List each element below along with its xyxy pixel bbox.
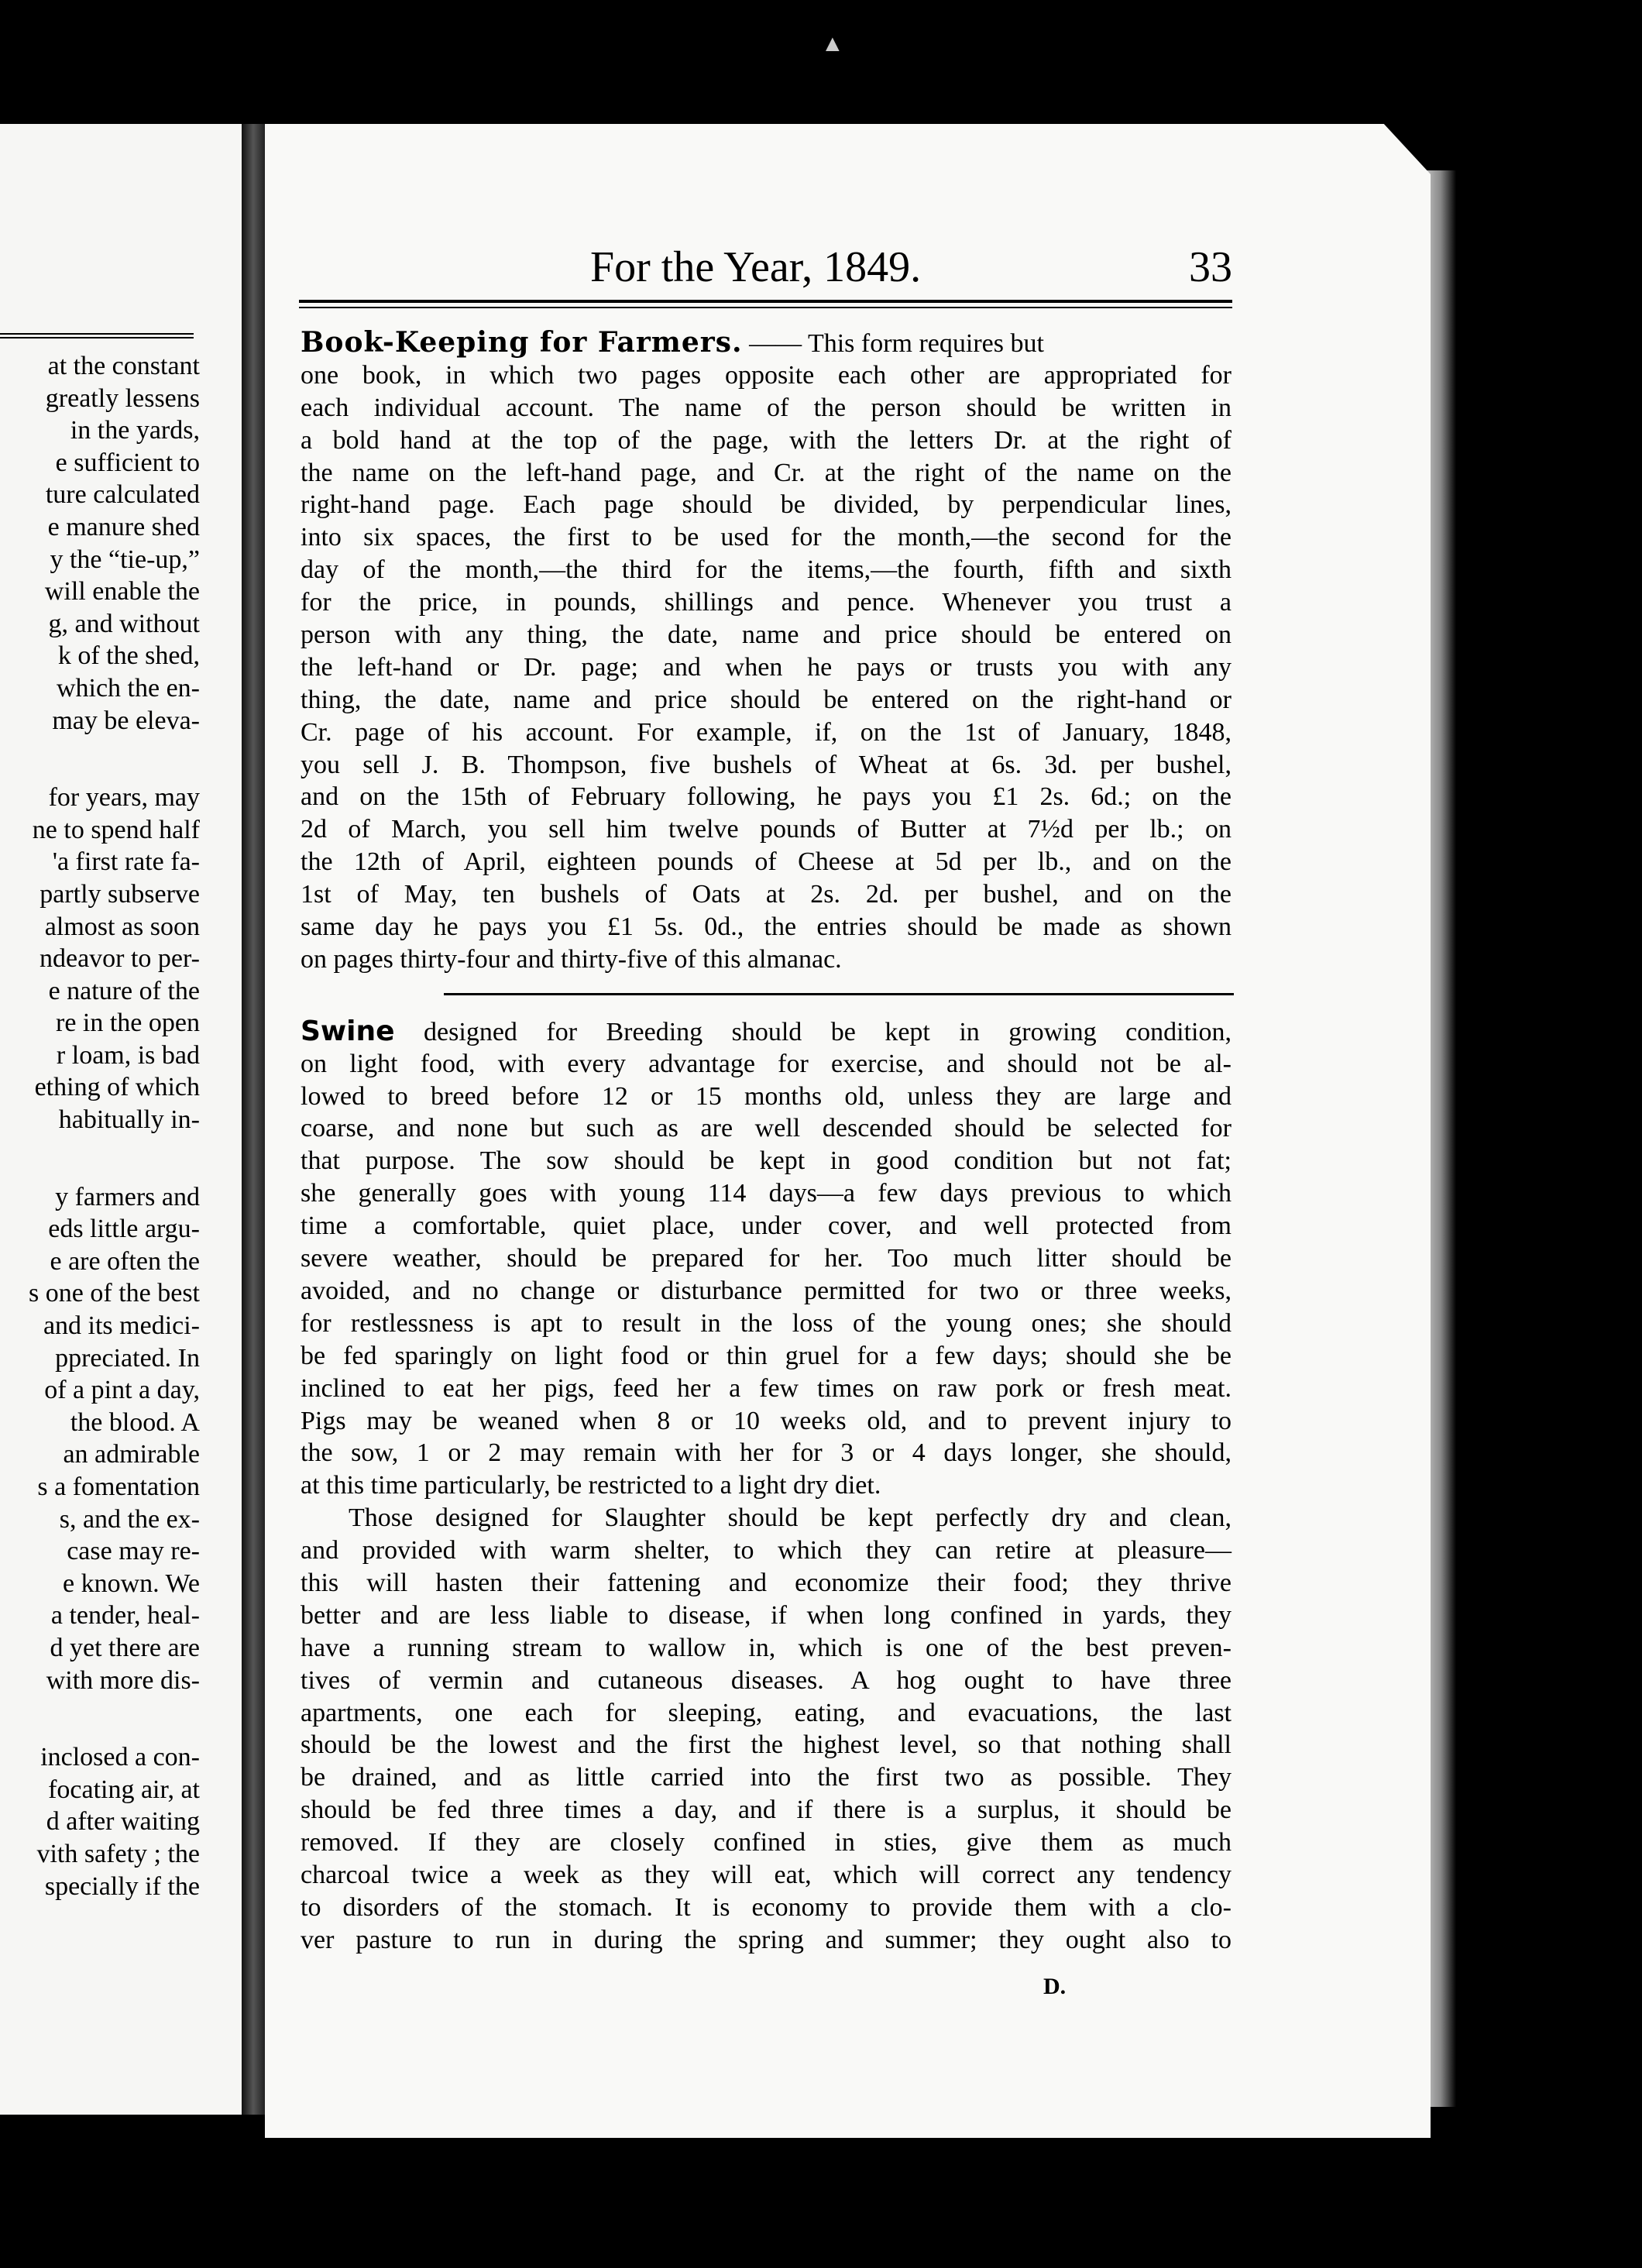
bookkeeping-line — [301, 846, 1232, 878]
left-page-gap — [0, 737, 200, 782]
bookkeeping-line-text: the left-hand or Dr. page; and when he pays or trusts you with any — [301, 652, 1232, 682]
swine-line-text: and provided with warm shelter, to which they can retire at pleasure— — [301, 1536, 1232, 1565]
bookkeeping-line-text: the 12th of April, eighteen pounds of Cheese at 5d per lb., and on the — [301, 847, 1232, 877]
bookkeeping-line-text: —— This form requires but — [749, 329, 1044, 358]
swine-line-text: coarse, and none but such as are well descended should be selected for — [301, 1114, 1232, 1143]
swine-line-text: better and are less liable to disease, if when long confined in yards, they — [301, 1600, 1232, 1630]
swine-section — [301, 1015, 1232, 1957]
bookkeeping-line-text: right-hand page. Each page should be divided, by perpendicular lines, — [301, 490, 1232, 520]
bookkeeping-line — [301, 554, 1232, 586]
page-number: 33 — [1189, 243, 1232, 291]
left-page-line: eds little argu- — [48, 1215, 200, 1244]
swine-line-text: the sow, 1 or 2 may remain with her for 3 or 4 days longer, she should, — [301, 1438, 1232, 1468]
swine-line — [301, 1308, 1232, 1340]
left-page-line: k of the shed, — [57, 641, 200, 671]
bookkeeping-line — [301, 521, 1232, 554]
bookkeeping-line — [301, 586, 1232, 619]
left-page-line: and its medici- — [43, 1311, 200, 1341]
left-page-line: ndeavor to per- — [39, 944, 200, 974]
bookkeeping-line — [301, 327, 1232, 359]
swine-line-text: for restlessness is apt to result in the loss of the young ones; she should — [301, 1308, 1232, 1338]
swine-line-text: have a running stream to wallow in, which is one of the best preven- — [301, 1633, 1232, 1662]
swine-heading: Swine — [301, 1015, 395, 1047]
bookkeeping-line-text: same day he pays you £1 5s. 0d., the entries should be made as shown — [301, 912, 1232, 942]
left-page-line: which the en- — [56, 673, 200, 703]
bookkeeping-line — [301, 716, 1232, 749]
left-page-line: e sufficient to — [55, 448, 200, 477]
bookkeeping-line — [301, 943, 1232, 976]
left-page-line: will enable the — [44, 577, 200, 607]
swine-line-text: inclined to eat her pigs, feed her a few times on raw pork or fresh meat. — [301, 1373, 1232, 1403]
swine-line — [301, 1600, 1232, 1632]
left-page-line: for years, may — [48, 783, 200, 813]
bookkeeping-line-text: thing, the date, name and price should be entered on the right-hand or — [301, 685, 1232, 714]
left-page-line: vith safety ; the — [36, 1839, 200, 1868]
swine-line — [301, 1502, 1232, 1534]
swine-line — [301, 1697, 1232, 1730]
swine-line-text: be fed sparingly on light food or thin gruel for a few days; should she be — [301, 1341, 1232, 1370]
swine-line-text: at this time particularly, be restricted to a light dry diet. — [301, 1471, 881, 1500]
swine-line-text: she generally goes with young 114 days—a few days previous to which — [301, 1179, 1232, 1208]
bookkeeping-line — [301, 424, 1232, 457]
swine-line — [301, 1145, 1232, 1177]
swine-line — [301, 1275, 1232, 1308]
left-page-line: focating air, at — [48, 1775, 200, 1804]
left-page-line: e known. We — [63, 1569, 200, 1598]
bookkeeping-line — [301, 878, 1232, 911]
left-page-line: y the “tie-up,” — [50, 545, 200, 574]
swine-line — [301, 1924, 1232, 1957]
bookkeeping-line-text: for the price, in pounds, shillings and pence. Whenever you trust a — [301, 588, 1232, 617]
left-page-line: s a fomentation — [37, 1472, 200, 1501]
left-page-text-column — [0, 350, 200, 1902]
bookkeeping-line-text: a bold hand at the top of the page, with the letters Dr. at the right of — [301, 425, 1232, 455]
swine-line-text: designed for Breeding should be kept in growing condition, — [394, 1017, 1232, 1046]
swine-line — [301, 1112, 1232, 1145]
swine-line — [301, 1048, 1232, 1081]
swine-line — [301, 1210, 1232, 1242]
left-page-line: an admirable — [63, 1440, 200, 1469]
swine-line-text: on light food, with every advantage for exercise, and should not be al- — [301, 1049, 1232, 1078]
swine-line-text: should be fed three times a day, and if there is a surplus, it should be — [301, 1796, 1232, 1825]
left-page-line: greatly lessens — [45, 383, 200, 413]
bookkeeping-line — [301, 813, 1232, 846]
left-page-line: at the constant — [47, 352, 200, 380]
left-page-line: d after waiting — [46, 1807, 200, 1837]
left-page-line: e nature of the — [48, 976, 200, 1005]
left-page-line: specially if the — [44, 1871, 200, 1901]
header-rule — [299, 300, 1232, 303]
swine-line — [301, 1632, 1232, 1665]
swine-line — [301, 1469, 1232, 1502]
left-page-line: e are often the — [50, 1246, 200, 1276]
swine-line-text: time a comfortable, quiet place, under cover, and well protected from — [301, 1211, 1232, 1241]
left-page-gap — [0, 1136, 200, 1181]
bookkeeping-line-text: one book, in which two pages opposite each other are appropriated for — [301, 360, 1232, 390]
left-page-line: e manure shed — [47, 512, 200, 541]
swine-line — [301, 1015, 1232, 1048]
bookkeeping-line — [301, 619, 1232, 651]
bookkeeping-line-text: day of the month,—the third for the items,—the fourth, fifth and sixth — [301, 555, 1232, 585]
bookkeeping-line — [301, 489, 1232, 521]
swine-line — [301, 1729, 1232, 1761]
left-page-line: ture calculated — [45, 480, 200, 510]
bookkeeping-line — [301, 749, 1232, 782]
left-page-line: may be eleva- — [52, 706, 200, 735]
left-page-line: almost as soon — [44, 912, 200, 941]
bookkeeping-line-text: into six spaces, the first to be used for the month,—the second for the — [301, 523, 1232, 552]
left-page-line: s, and the ex- — [59, 1504, 200, 1534]
swine-line — [301, 1567, 1232, 1600]
left-page-rule — [0, 333, 194, 338]
page-header-title: For the Year, 1849. — [590, 243, 922, 291]
swine-line — [301, 1665, 1232, 1697]
swine-line — [301, 1340, 1232, 1373]
swine-line — [301, 1081, 1232, 1113]
bookkeeping-line-text: and on the 15th of February following, he pays you £1 2s. 6d.; on the — [301, 782, 1232, 812]
article-body — [301, 327, 1232, 1957]
bookkeeping-line — [301, 457, 1232, 490]
left-page-line: in the yards, — [70, 416, 200, 445]
swine-line — [301, 1405, 1232, 1438]
swine-line-text: apartments, one each for sleeping, eating, and evacuations, the last — [301, 1698, 1232, 1727]
swine-line-text: removed. If they are closely confined in sties, give them as much — [301, 1828, 1232, 1857]
left-page-line: case may re- — [67, 1537, 200, 1566]
left-page-line: of a pint a day, — [44, 1376, 200, 1405]
bookkeeping-section — [301, 327, 1232, 976]
running-header — [299, 242, 1232, 297]
left-page-line: inclosed a con- — [40, 1743, 200, 1772]
bookkeeping-line — [301, 781, 1232, 813]
swine-line — [301, 1177, 1232, 1210]
bookkeeping-line-text: 1st of May, ten bushels of Oats at 2s. 2d. per bushel, and on the — [301, 880, 1232, 909]
swine-line-text: tives of vermin and cutaneous diseases. A hog ought to have three — [301, 1665, 1232, 1695]
swine-line-text: lowed to breed before 12 or 15 months old, unless they are large and — [301, 1081, 1232, 1111]
signature-letter: D. — [1043, 1974, 1067, 1999]
bookkeeping-heading: Book-Keeping for Farmers. — [301, 326, 743, 359]
swine-line-text: this will hasten their fattening and economize their food; they thrive — [301, 1568, 1232, 1597]
page-top-mark: ▲ — [821, 31, 844, 57]
swine-line — [301, 1242, 1232, 1275]
swine-line-text: should be the lowest and the first the highest level, so that nothing shall — [301, 1730, 1232, 1760]
left-page-line: r loam, is bad — [56, 1040, 200, 1070]
left-page-line: ething of which — [34, 1073, 200, 1102]
left-page-line: s one of the best — [29, 1279, 200, 1308]
bookkeeping-line-text: you sell J. B. Thompson, five bushels of Wheat at 6s. 3d. per bushel, — [301, 750, 1232, 779]
book-spine — [242, 124, 265, 2115]
swine-line — [301, 1892, 1232, 1924]
left-facing-page — [0, 124, 245, 2115]
swine-line-text: that purpose. The sow should be kept in good condition but not fat; — [301, 1146, 1232, 1176]
swine-line — [301, 1761, 1232, 1794]
left-page-line: d yet there are — [50, 1633, 200, 1662]
left-page-line: g, and without — [48, 609, 200, 638]
bookkeeping-line-text: person with any thing, the date, name and price should be entered on — [301, 620, 1232, 650]
left-page-line: habitually in- — [58, 1105, 200, 1135]
bookkeeping-line-text: the name on the left-hand page, and Cr. at the right of the name on the — [301, 458, 1232, 487]
swine-line-text: be drained, and as little carried into the first two as possible. They — [301, 1763, 1232, 1792]
swine-line-text: ver pasture to run in during the spring and summer; they ought also to — [301, 1925, 1232, 1954]
left-page-line: re in the open — [56, 1009, 200, 1038]
left-page-line: ppreciated. In — [55, 1343, 200, 1373]
swine-line — [301, 1437, 1232, 1469]
swine-line-text: charcoal twice a week as they will eat, which will correct any tendency — [301, 1860, 1232, 1889]
bookkeeping-line-text: each individual account. The name of the person should be written in — [301, 393, 1232, 422]
bookkeeping-line-text: Cr. page of his account. For example, if, on the 1st of January, 1848, — [301, 717, 1232, 747]
left-page-line: the blood. A — [70, 1407, 200, 1437]
bookkeeping-line — [301, 684, 1232, 716]
swine-line-text: to disorders of the stomach. It is economy to provide them with a clo- — [301, 1892, 1232, 1922]
section-divider — [444, 993, 1234, 995]
swine-line — [301, 1859, 1232, 1892]
left-page-line: y farmers and — [55, 1182, 200, 1211]
bookkeeping-line — [301, 392, 1232, 424]
left-page-line: ne to spend half — [32, 815, 200, 844]
swine-line — [301, 1826, 1232, 1859]
left-page-line: partly subserve — [40, 879, 200, 909]
swine-line — [301, 1373, 1232, 1405]
left-page-line: a tender, heal- — [50, 1601, 200, 1631]
swine-line-text: avoided, and no change or disturbance permitted for two or three weeks, — [301, 1276, 1232, 1305]
swine-line-text: severe weather, should be prepared for her. Too much litter should be — [301, 1244, 1232, 1273]
left-page-line: 'a first rate fa- — [52, 847, 200, 877]
left-page-gap — [0, 1696, 200, 1741]
swine-line — [301, 1794, 1232, 1826]
bookkeeping-line — [301, 911, 1232, 943]
bookkeeping-line-text: on pages thirty-four and thirty-five of this almanac. — [301, 944, 842, 974]
swine-line-text: Pigs may be weaned when 8 or 10 weeks old, and to prevent injury to — [301, 1406, 1232, 1435]
swine-line — [301, 1534, 1232, 1567]
bookkeeping-line-text: 2d of March, you sell him twelve pounds of Butter at 7½d per lb.; on — [301, 815, 1232, 844]
bookkeeping-line — [301, 651, 1232, 684]
bookkeeping-line — [301, 359, 1232, 392]
header-rule-thin — [299, 307, 1232, 308]
swine-line-text: Those designed for Slaughter should be kept perfectly dry and clean, — [349, 1503, 1232, 1533]
left-page-line: with more dis- — [46, 1665, 200, 1695]
